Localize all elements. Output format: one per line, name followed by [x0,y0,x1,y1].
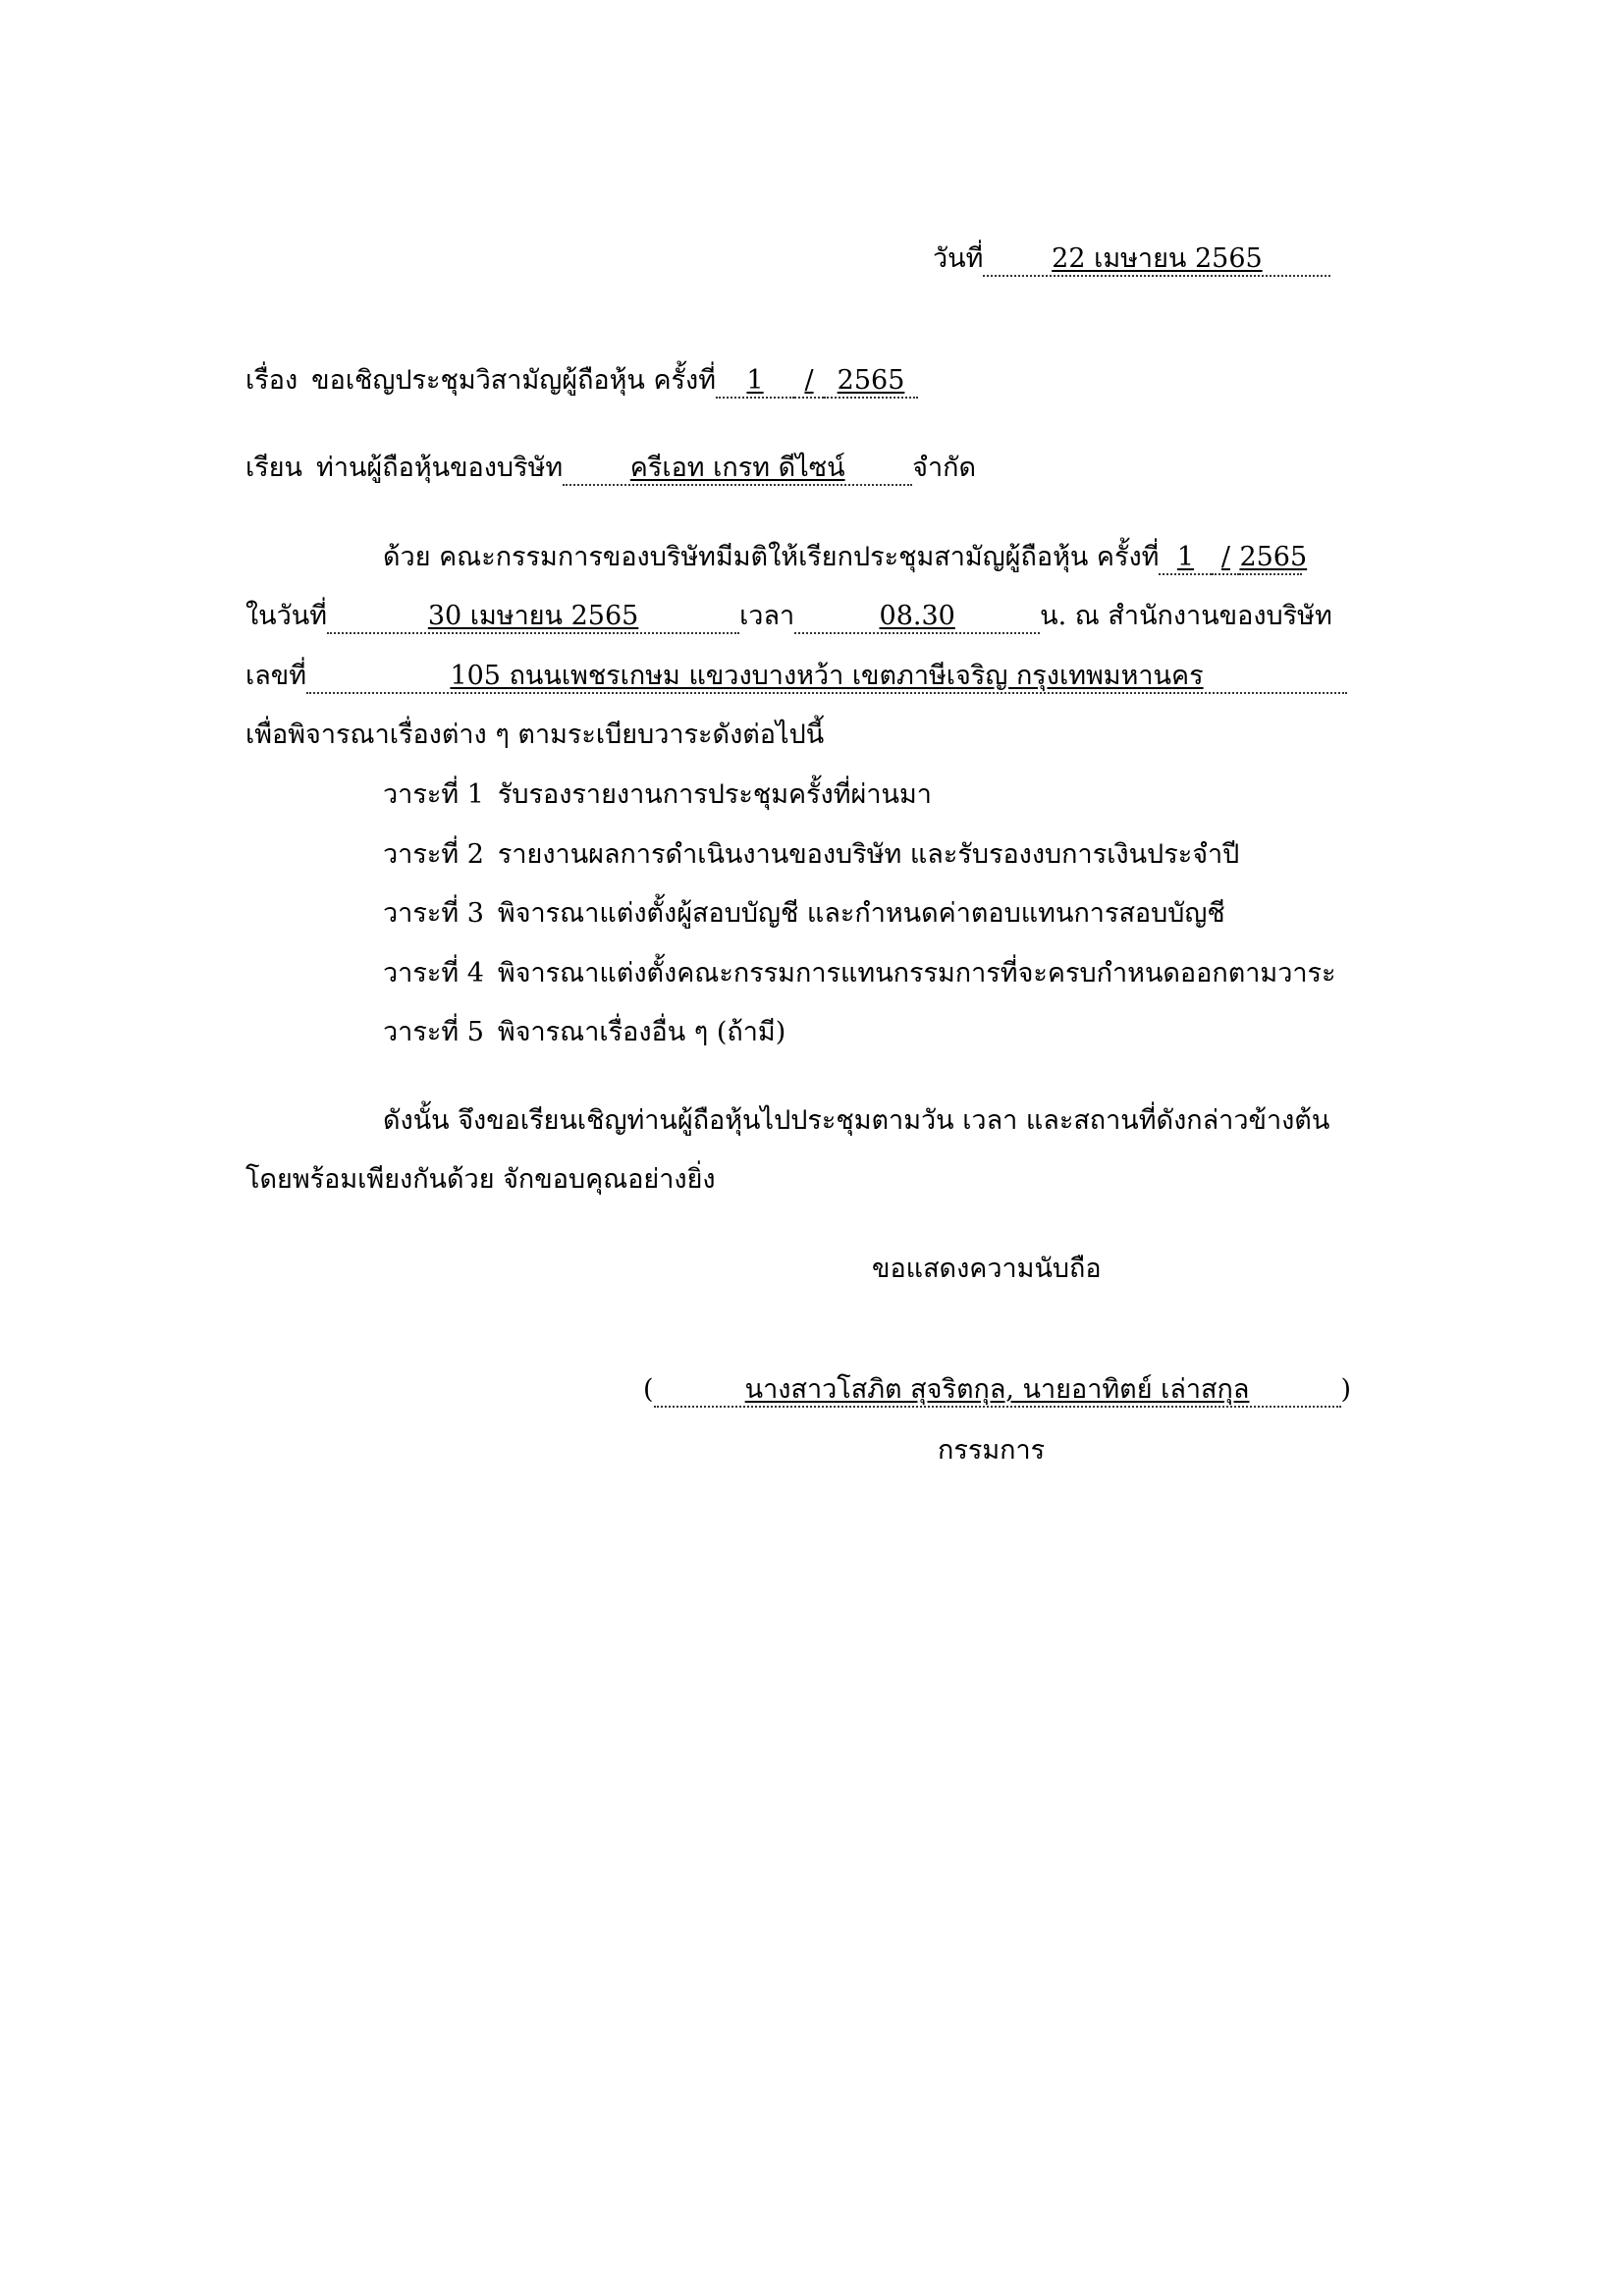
signature-line [643,1372,1351,1408]
closing-line-2: โดยพร้อมเพียงกันด้วย จักขอบคุณอย่างยิ่ง [245,1164,716,1195]
subject-label: เรื่อง [245,365,298,396]
agenda-item [383,777,932,813]
meeting-date: 30 เมษายน 2565 [327,601,739,634]
signature-title: กรรมการ [938,1435,1046,1466]
meeting-separator: / [1212,542,1239,575]
meeting-number: 1 [1159,542,1212,575]
agenda-label: วาระที่ 5 [383,1017,484,1047]
agenda-text: รายงานผลการดำเนินงานของบริษัท และรับรองงบการเงินประจำปี [497,839,1240,870]
subject-line [245,363,918,399]
recipient-text: ท่านผู้ถือหุ้นของบริษัท [316,453,564,483]
date-line [933,241,1330,277]
meeting-place-text: น. ณ สำนักงานของบริษัท [1040,601,1332,631]
signature-names: นางสาวโสภิต สุจริตกุล, นายอาทิตย์ เล่าสกุล [654,1374,1341,1408]
meeting-time-label: เวลา [739,601,795,631]
recipient-suffix: จำกัด [912,453,977,483]
agenda-label: วาระที่ 3 [383,898,484,929]
agenda-item [383,837,1239,873]
regards: ขอแสดงความนับถือ [872,1254,1102,1284]
body-line-1 [383,540,1308,575]
subject-text: ขอเชิญประชุมวิสามัญผู้ถือหุ้น ครั้งที่ [311,365,717,396]
recipient-company: ครีเอท เกรท ดีไซน์ [563,453,912,486]
agenda-text: พิจารณาแต่งตั้งคณะกรรมการแทนกรรมการที่จะครบกำหนดออกตามวาระ [497,958,1336,988]
body-intro-text: ด้วย คณะกรรมการของบริษัทมีมติให้เรียกประชุมสามัญผู้ถือหุ้น ครั้งที่ [383,542,1160,572]
agenda-text: รับรองรายงานการประชุมครั้งที่ผ่านมา [497,779,932,810]
body-line-2 [245,599,1332,634]
subject-separator: / [794,365,824,399]
agenda-label: วาระที่ 4 [383,958,484,988]
agenda-text: พิจารณาเรื่องอื่น ๆ (ถ้ามี) [497,1017,786,1047]
recipient-label: เรียน [245,453,303,483]
meeting-address: 105 ถนนเพชรเกษม แขวงบางหว้า เขตภาษีเจริญ กรุงเทพมหานคร [306,661,1347,694]
subject-number: 1 [716,365,794,399]
meeting-time: 08.30 [794,601,1040,634]
agenda-text: พิจารณาแต่งตั้งผู้สอบบัญชี และกำหนดค่าตอบแทนการสอบบัญชี [497,898,1225,929]
date-label: วันที่ [933,243,984,274]
meeting-date-prefix: ในวันที่ [245,601,328,631]
signature-open-paren: ( [643,1374,654,1405]
closing-line-1: ดังนั้น จึงขอเรียนเชิญท่านผู้ถือหุ้นไปประชุมตามวัน เวลา และสถานที่ดังกล่าวข้างต้น [383,1105,1330,1136]
signature-close-paren: ) [1340,1374,1352,1405]
agenda-intro: เพื่อพิจารณาเรื่องต่าง ๆ ตามระเบียบวาระดังต่อไปนี้ [245,720,825,750]
recipient-line [245,451,976,486]
agenda-label: วาระที่ 1 [383,779,484,810]
subject-year: 2565 [824,365,918,399]
address-label: เลขที่ [245,661,307,691]
agenda-item [383,956,1336,991]
agenda-item [383,896,1225,932]
agenda-label: วาระที่ 2 [383,839,484,870]
date-value: 22 เมษายน 2565 [983,243,1330,277]
body-line-3 [245,659,1347,694]
agenda-item [383,1015,785,1050]
meeting-year: 2565 [1239,542,1302,575]
